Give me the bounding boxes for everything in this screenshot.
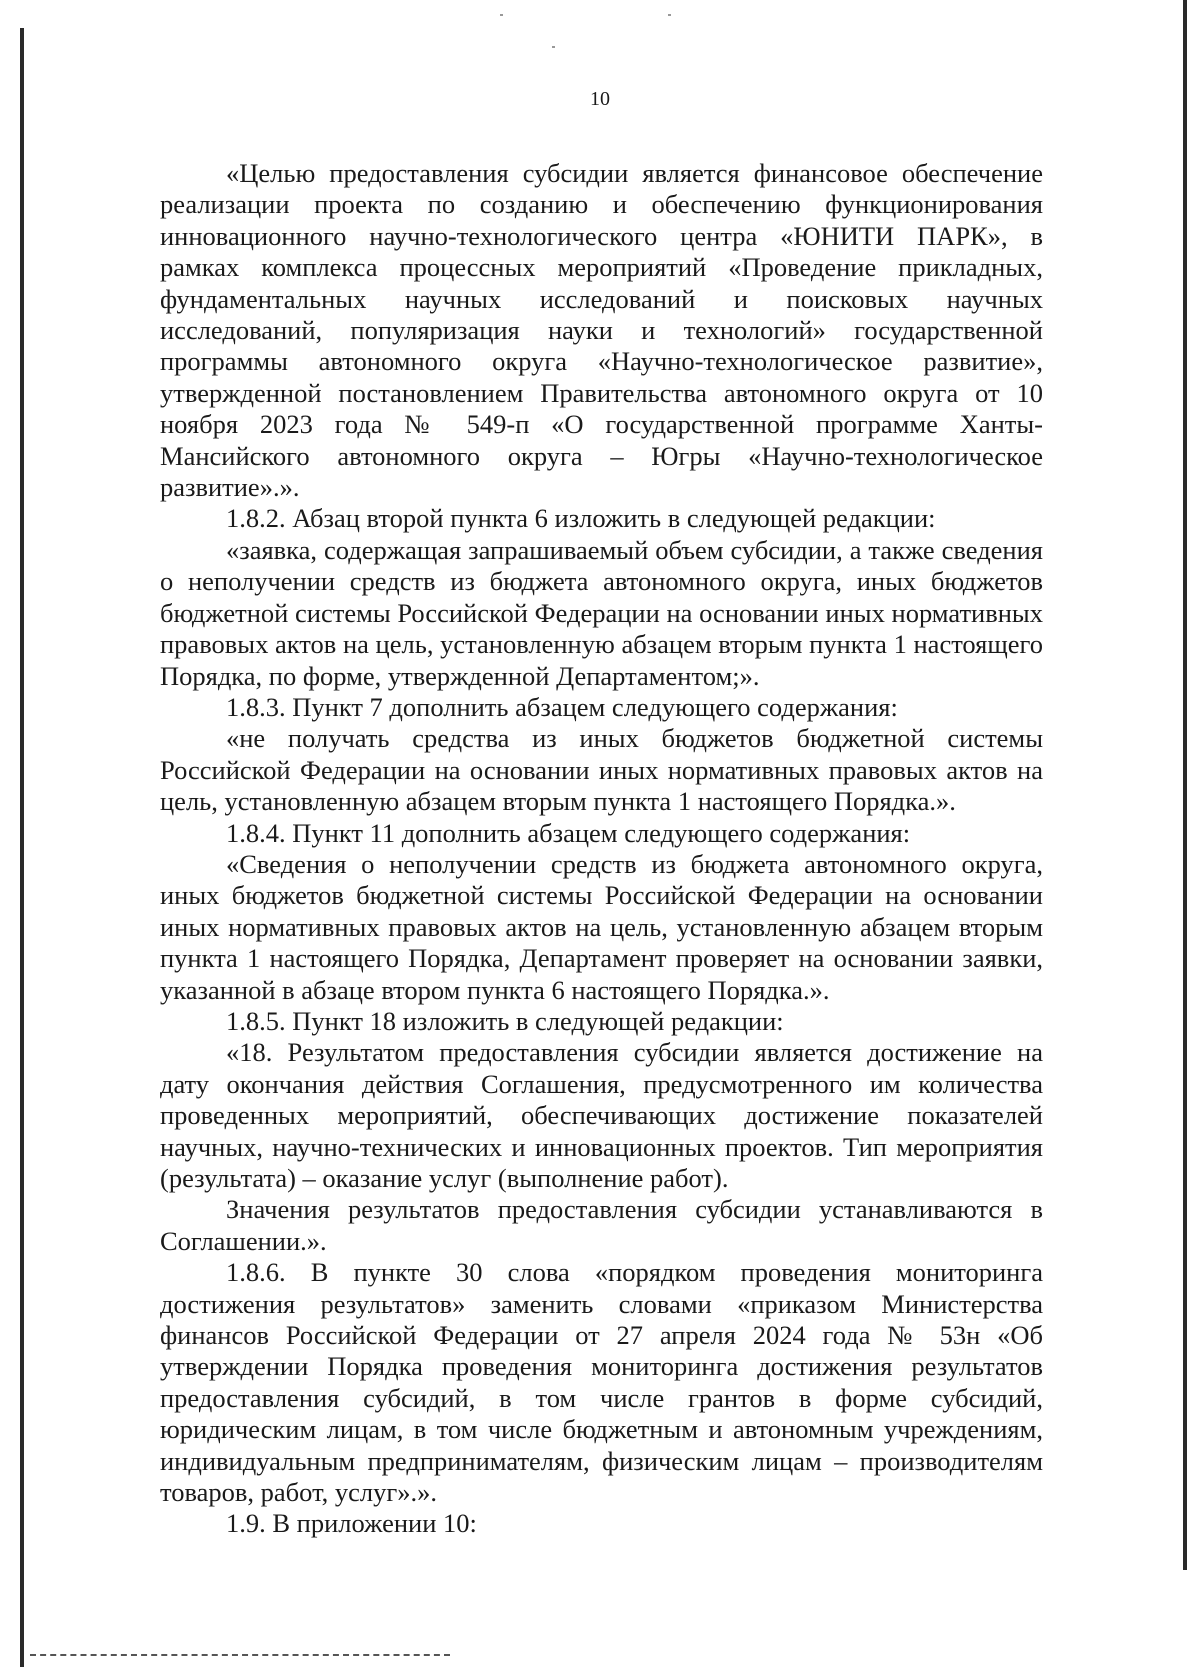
- paragraph: «Целью предоставления субсидии является финансовое обеспечение реализации проекта по созданию и обеспечению функционирования инновационного научно-технологического центра «ЮНИТИ ПАРК», в рамках комплекса процессных мероприятий «Проведение прикладных, фундаментальных научных исследований и поисковых научных исследований, популяризация науки и технологий» государственной программы автономного округа «Научно-технологическое развитие», утвержденной постановлением Правительства автономного округа от 10 ноября 2023 года № 549-п «О государственной программе Ханты-Мансийского автономного округа – Югры «Научно-технологическое развитие».».: [160, 158, 1043, 503]
- paragraph: «Сведения о неполучении средств из бюджета автономного округа, иных бюджетов бюджетной системы Российской Федерации на основании иных нормативных правовых актов на цель, установленную абзацем вторым пункта 1 настоящего Порядка, Департамент проверяет на основании заявки, указанной в абзаце втором пункта 6 настоящего Порядка.».: [160, 848, 1043, 1005]
- page-number: 10: [590, 88, 610, 110]
- paragraph: «18. Результатом предоставления субсидии является достижение на дату окончания действия Соглашения, предусмотренного им количества проведенных мероприятий, обеспечивающих достижение показателей научных, научно-технических и инновационных проектов. Тип мероприятия (результата) – оказание услуг (выполнение работ).: [160, 1037, 1043, 1193]
- scan-speck: [552, 46, 555, 48]
- paragraph: Значения результатов предоставления субсидии устанавливаются в Соглашении.».: [160, 1194, 1043, 1256]
- scan-speck: [668, 14, 671, 16]
- paragraph: «заявка, содержащая запрашиваемый объем субсидии, а также сведения о неполучении средств из бюджета автономного округа, иных бюджетов бюджетной системы Российской Федерации на основании иных нормативных правовых актов на цель, установленную абзацем вторым пункта 1 настоящего Порядка, по форме, утвержденной Департаментом;».: [160, 534, 1043, 691]
- paragraph: «не получать средства из иных бюджетов бюджетной системы Российской Федерации на основании иных нормативных правовых актов на цель, установленную абзацем вторым пункта 1 настоящего Порядка.».: [160, 723, 1043, 817]
- paragraph: 1.8.4. Пункт 11 дополнить абзацем следующего содержания:: [226, 817, 911, 848]
- scan-speck: [500, 14, 503, 16]
- paragraph: 1.8.2. Абзац второй пункта 6 изложить в следующей редакции:: [226, 503, 936, 534]
- scan-bottom-edge: [30, 1654, 450, 1656]
- paragraph: 1.8.6. В пункте 30 слова «порядком проведения мониторинга достижения результатов» заменить словами «приказом Министерства финансов Российской Федерации от 27 апреля 2024 года № 53н «Об утверждении Порядка проведения мониторинга достижения результатов предоставления субсидий, в том числе грантов в форме субсидий, юридическим лицам, в том числе бюджетным и автономным учреждениям, индивидуальным предпринимателям, физическим лицам – производителям товаров, работ, услуг».».: [160, 1257, 1043, 1508]
- scan-edge-left: [20, 28, 24, 1667]
- document-body: [160, 158, 1043, 1540]
- paragraph: 1.9. В приложении 10:: [226, 1508, 477, 1539]
- paragraph: 1.8.3. Пункт 7 дополнить абзацем следующего содержания:: [226, 691, 898, 722]
- paragraph: 1.8.5. Пункт 18 изложить в следующей редакции:: [226, 1005, 784, 1036]
- scan-edge-right: [1183, 0, 1187, 1570]
